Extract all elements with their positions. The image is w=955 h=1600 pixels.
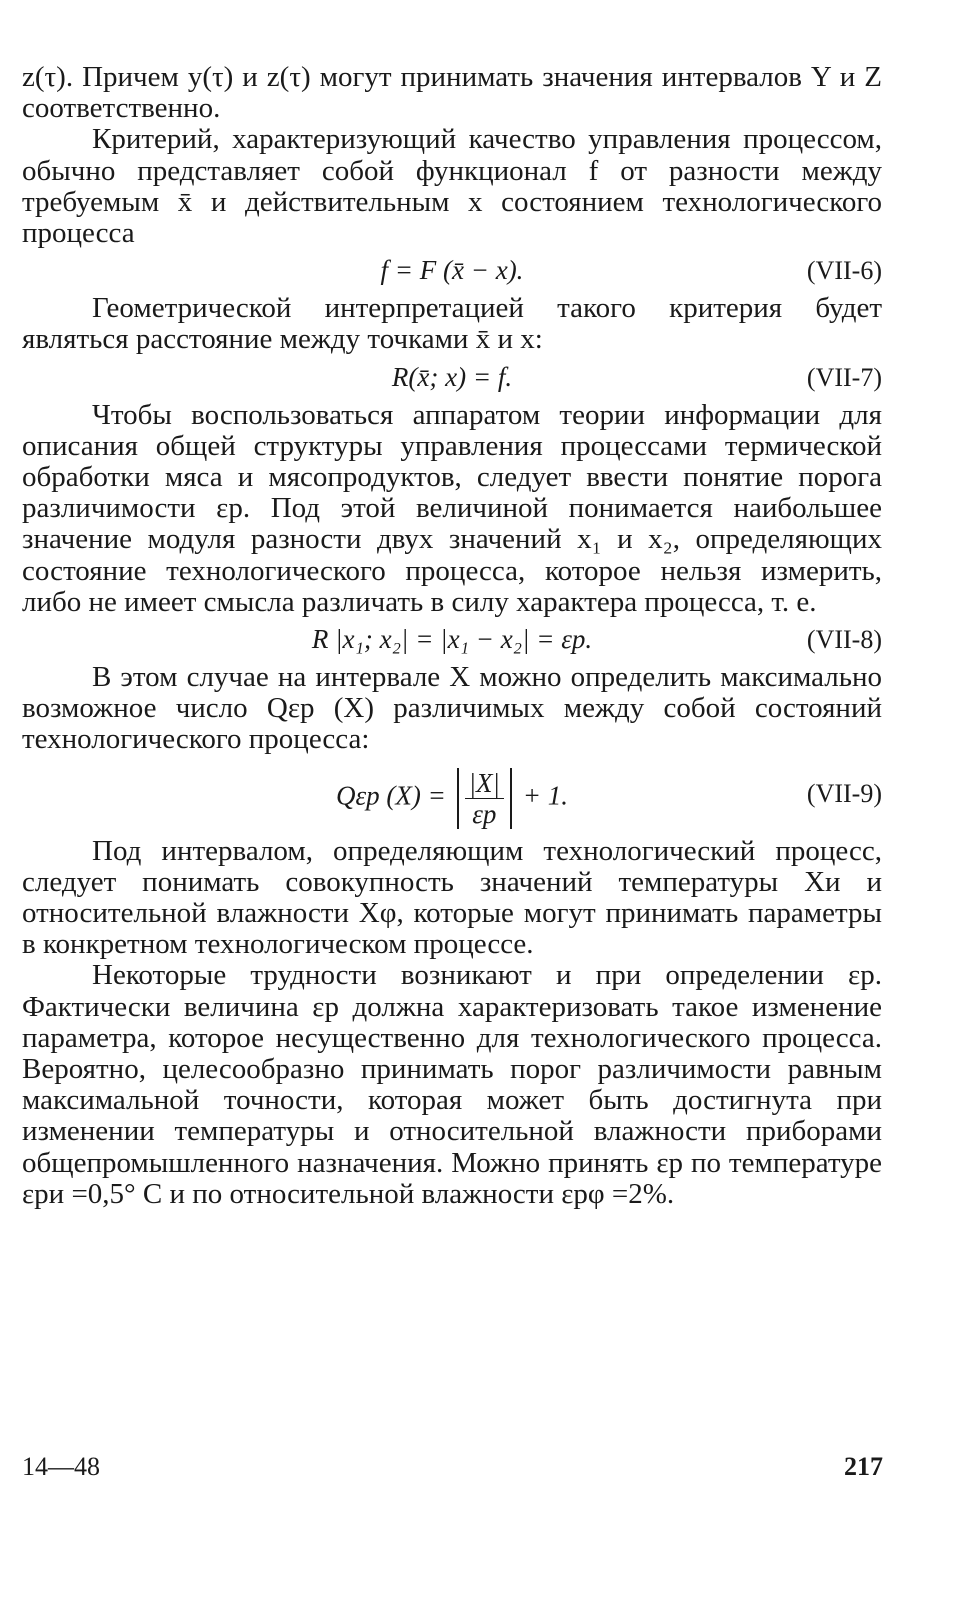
printer-signature: 14—48 [22, 1452, 100, 1481]
equation-number: (VII-7) [806, 362, 882, 392]
page-footer [22, 1452, 883, 1486]
equation-number: (VII-8) [806, 625, 882, 655]
equation-fraction [457, 768, 512, 829]
paragraph: Некоторые трудности возникают и при определении εр. Фактически величина εр должна характеризовать такое изменение параметра, которое несущественно для технологического процесса. Вероятно, целесообразно принимать порог различимости равным максимальной точности, которая может быть достигнута при изменении температуры и относительной влажности приборами общепромышленного назначения. Можно принять εр по температуре εри =0,5° С и по относительной влажности εрφ =2%. [22, 959, 882, 1210]
equation-formula: R |x₁; x₂| = |x₁ − x₂| = εр. [311, 624, 593, 655]
equation-rhs: + 1. [522, 780, 568, 811]
paragraph: Под интервалом, определяющим технологический процесс, следует понимать совокупность значений температуры Xи и относительной влажности Xφ, которые могут принимать параметры в конкретном технологическом процессе. [22, 834, 882, 961]
fraction-numerator: |X| [465, 768, 504, 799]
equation-formula [22, 768, 882, 829]
equation-vii-8 [22, 618, 882, 662]
equation-lhs: Qεр (X) = [336, 780, 446, 811]
paragraph: Геометрической интерпретацией такого критерия будет являться расстояние между точками x̄ и x: [22, 292, 882, 356]
equation-number: (VII-9) [806, 778, 882, 808]
equation-number: (VII-6) [806, 256, 882, 286]
equation-vii-9 [22, 756, 882, 836]
equation-formula: f = F (x̄ − x). [380, 255, 524, 286]
page-body [22, 62, 882, 1210]
page-number: 217 [844, 1452, 883, 1481]
equation-vii-6 [22, 249, 882, 293]
paragraph: Чтобы воспользоваться аппаратом теории информации для описания общей структуры управления процессами термической обработки мяса и мясопродуктов, следует ввести понятие порога различимости εр. Под этой величиной понимается наибольшее значение модуля разности двух значений x₁ и x₂, определяющих состояние технологического процесса, которое нельзя измерить, либо не имеет смысла различать в силу характера процесса, т. е. [22, 398, 882, 618]
equation-formula: R(x̄; x) = f. [391, 361, 513, 392]
paragraph: Критерий, характеризующий качество управления процессом, обычно представляет собой функционал f от разности между требуемым x̄ и действительным x состоянием технологического процесса [22, 123, 882, 250]
equation-vii-7 [22, 356, 882, 400]
fraction-denominator: εр [472, 798, 497, 829]
paragraph: В этом случае на интервале X можно определить максимально возможное число Qεр (X) различимых между собой состояний технологического процесса: [22, 661, 882, 756]
paragraph: z(τ). Причем y(τ) и z(τ) могут принимать значения интервалов Y и Z соответственно. [22, 61, 882, 125]
